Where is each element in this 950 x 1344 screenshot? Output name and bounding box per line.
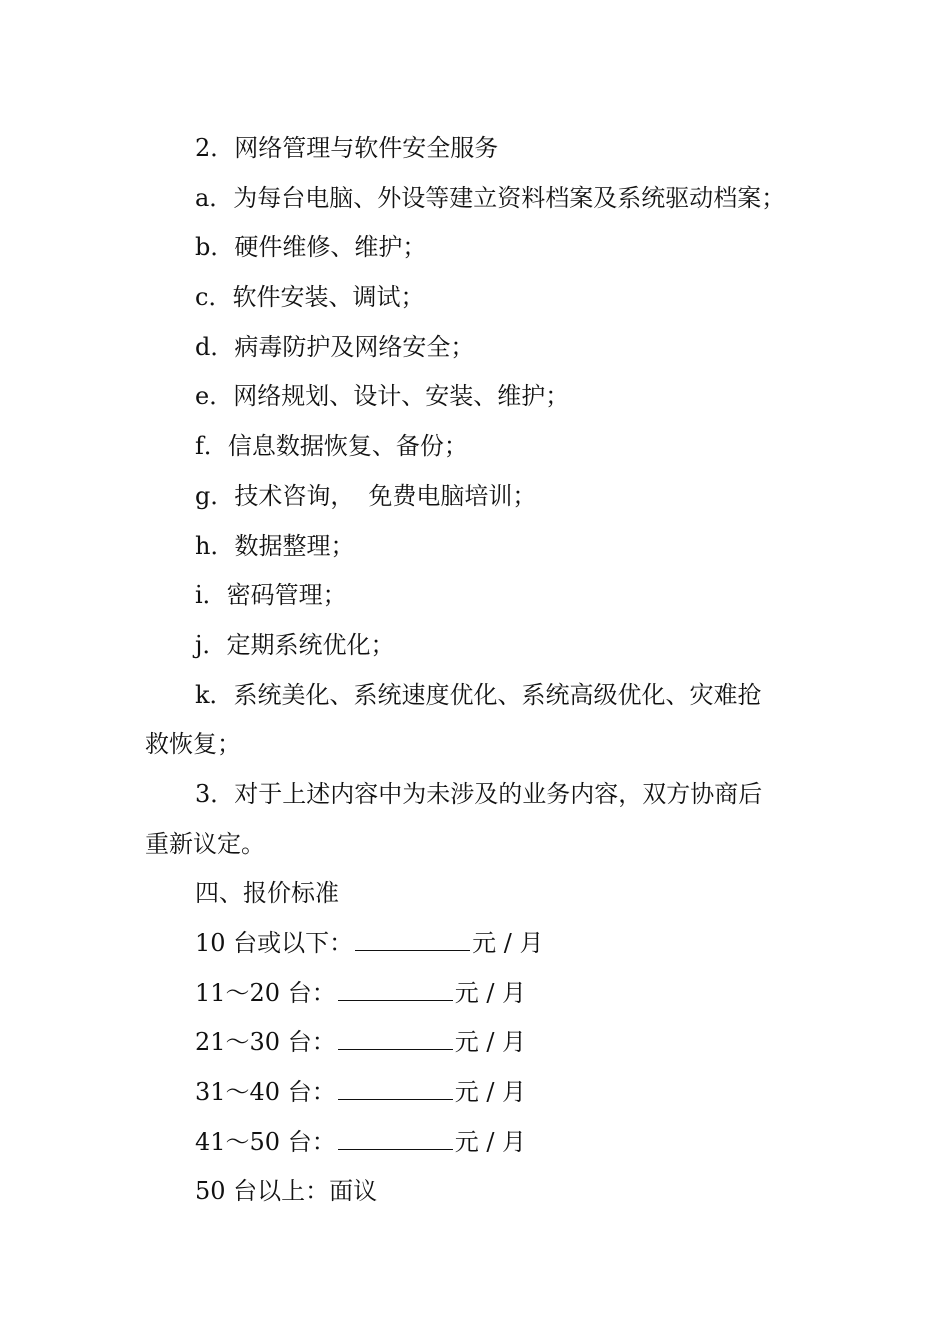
price-tier-last: 50 台以上：面议 — [195, 1177, 378, 1206]
list-item: e．网络规划、设计、安装、维护； — [195, 382, 570, 411]
tier-label: 41～50 台： — [195, 1127, 336, 1156]
list-item: f．信息数据恢复、备份； — [195, 432, 468, 461]
price-tier-row — [145, 1068, 810, 1118]
tier-unit: 元 / 月 — [472, 929, 544, 957]
list-item: b．硬件维修、维护； — [195, 233, 427, 262]
list-item-k-line2: 救恢复； — [145, 730, 241, 759]
price-blank-field[interactable] — [338, 1069, 453, 1100]
list-item: i．密码管理； — [195, 581, 347, 610]
price-tier-row — [145, 969, 810, 1019]
price-blank-field[interactable] — [338, 1119, 453, 1150]
price-blank-field[interactable] — [338, 970, 453, 1001]
tier-label: 11～20 台： — [195, 978, 336, 1007]
list-item: j．定期系统优化； — [195, 630, 395, 659]
tier-label: 21～30 台： — [195, 1028, 336, 1057]
list-item: h．数据整理； — [195, 531, 355, 560]
tier-unit: 元 / 月 — [454, 978, 527, 1007]
section-3-line1: 3．对于上述内容中为未涉及的业务内容，双方协商后 — [195, 779, 763, 808]
tier-label: 10 台或以下： — [195, 929, 354, 957]
price-blank-field[interactable] — [338, 1019, 453, 1050]
price-tier-row — [145, 919, 810, 969]
list-item-k-line1: k．系统美化、系统速度优化、系统高级优化、灾难抢 — [195, 680, 762, 709]
document-body — [145, 124, 810, 1217]
price-tier-row — [145, 1118, 810, 1168]
price-blank-field[interactable] — [355, 920, 470, 951]
tier-unit: 元 / 月 — [454, 1078, 527, 1107]
section-2-heading: 2．网络管理与软件安全服务 — [195, 134, 499, 162]
list-item-g — [145, 472, 810, 522]
list-item: c．软件安装、调试； — [195, 283, 425, 312]
item-g-part1: g．技术咨询， — [195, 481, 355, 510]
section-4-heading: 四、报价标准 — [195, 879, 339, 908]
item-g-part2: 免费电脑培训； — [368, 481, 537, 510]
tier-unit: 元 / 月 — [454, 1127, 527, 1156]
tier-unit: 元 / 月 — [454, 1028, 527, 1057]
tier-label: 31～40 台： — [195, 1078, 336, 1107]
section-3-line2: 重新议定。 — [145, 829, 265, 858]
list-item: d．病毒防护及网络安全； — [195, 332, 475, 361]
price-tier-row — [145, 1018, 810, 1068]
list-item: a．为每台电脑、外设等建立资料档案及系统驱动档案； — [195, 183, 786, 212]
